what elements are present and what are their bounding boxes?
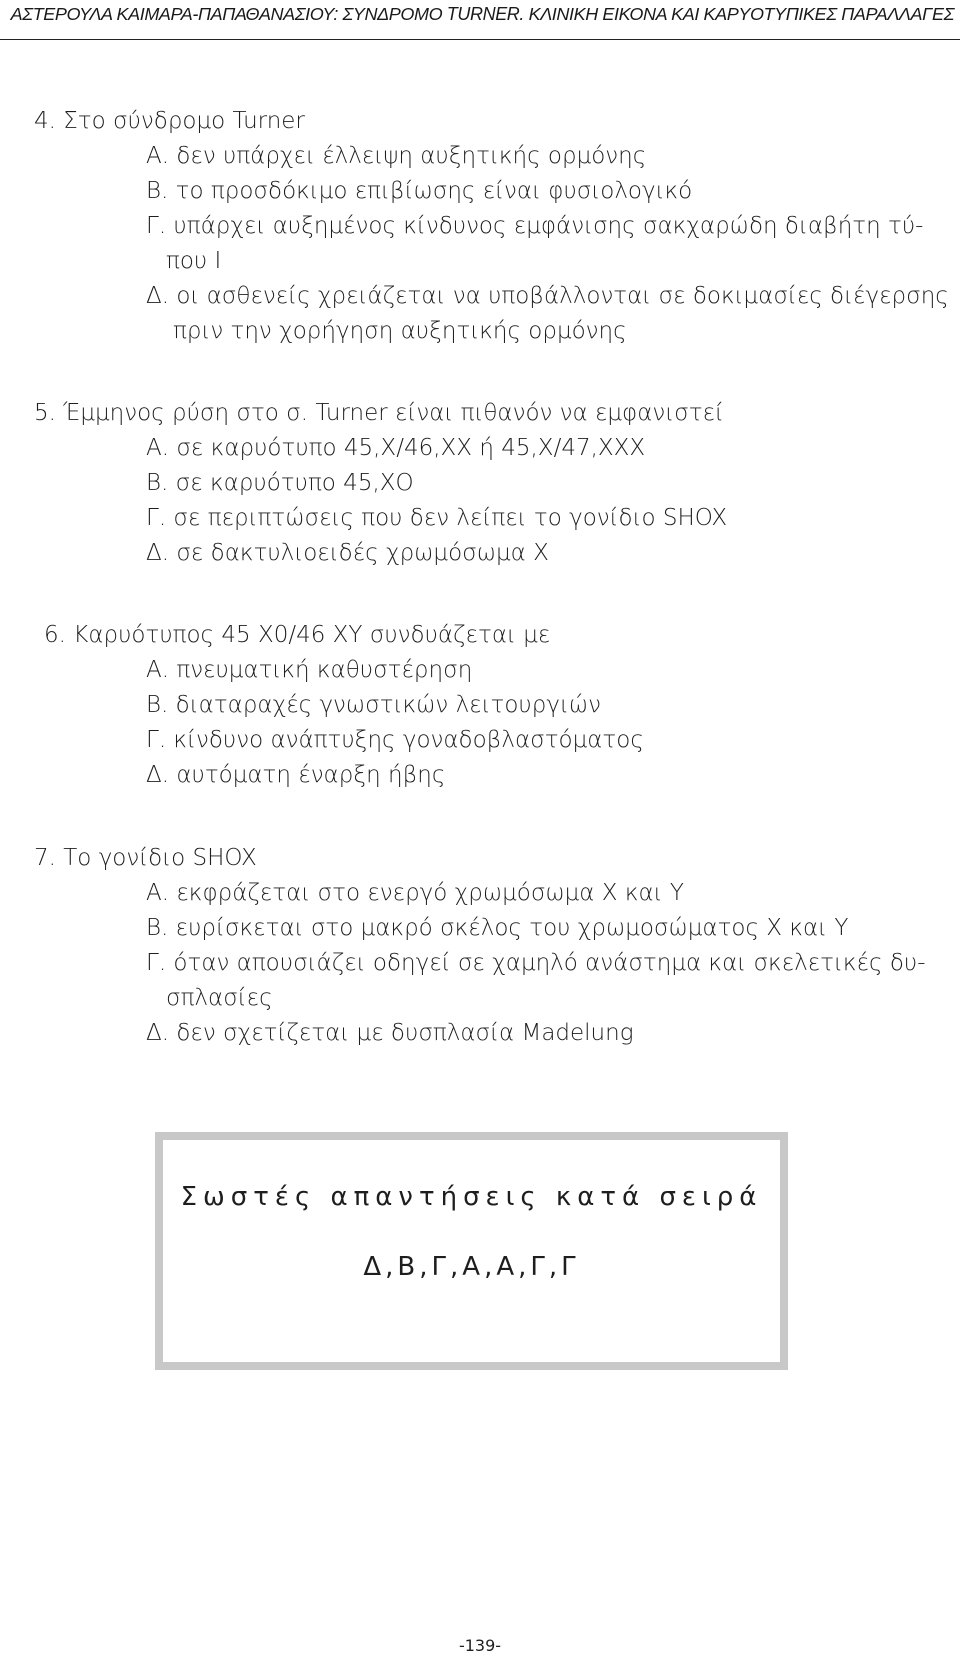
option-line: Β. ευρίσκεται στο μακρό σκέλος του χρωμοσώματος Χ και Υ [146, 915, 849, 941]
question-stem: 7. Το γονίδιο SHOX [34, 845, 257, 871]
option-line: Δ. σε δακτυλιοειδές χρωμόσωμα Χ [146, 540, 549, 566]
option-line: Γ. σε περιπτώσεις που δεν λείπει το γονίδιο SHOX [146, 505, 728, 531]
question-stem: 5. Έμμηνος ρύση στο σ. Turner είναι πιθανόν να εμφανιστεί [34, 400, 724, 426]
option-line-continued: πριν την χορήγηση αυξητικής ορμόνης [173, 318, 627, 344]
option-line: Γ. υπάρχει αυξημένος κίνδυνος εμφάνισης σακχαρώδη διαβήτη τύ- [146, 213, 924, 239]
option-line: Δ. οι ασθενείς χρειάζεται να υποβάλλονται σε δοκιμασίες διέγερσης [146, 283, 949, 309]
question-stem: 6. Καρυότυπος 45 Χ0/46 ΧΥ συνδυάζεται με [44, 622, 551, 648]
option-line-continued: σπλασίες [166, 985, 273, 1011]
option-line: Β. σε καρυότυπο 45,ΧΟ [146, 470, 414, 496]
option-line: Β. το προσδόκιμο επιβίωσης είναι φυσιολογικό [146, 178, 693, 204]
option-line: Α. πνευματική καθυστέρηση [146, 657, 473, 683]
option-line: Δ. αυτόματη έναρξη ήβης [146, 762, 446, 788]
option-line: Δ. δεν σχετίζεται με δυσπλασία Madelung [146, 1020, 634, 1046]
running-header-title: ΑΣΤΕΡΟΥΛΑ ΚΑΙΜΑΡΑ-ΠΑΠΑΘΑΝΑΣΙΟΥ: ΣΥΝΔΡΟΜΟ TURNER. ΚΛΙΝΙΚΗ ΕΙΚΟΝΑ ΚΑΙ ΚΑΡΥΟΤΥΠΙΚΕΣ ΠΑΡΑΛΛΑΓΕΣ [10, 4, 954, 24]
option-line: Γ. όταν απουσιάζει οδηγεί σε χαμηλό ανάστημα και σκελετικές δυ- [146, 950, 926, 976]
option-line: Β. διαταραχές γνωστικών λειτουργιών [146, 692, 601, 718]
option-line: Α. δεν υπάρχει έλλειψη αυξητικής ορμόνης [146, 143, 647, 169]
option-line: Γ. κίνδυνο ανάπτυξης γοναδοβλαστόματος [146, 727, 644, 753]
answer-box-title: Σωστές απαντήσεις κατά σειρά [180, 1182, 763, 1212]
option-line: Α. σε καρυότυπο 45,Χ/46,ΧΧ ή 45,Χ/47,ΧΧΧ [146, 435, 646, 461]
question-stem: 4. Στο σύνδρομο Turner [34, 108, 305, 134]
option-line-continued: που Ι [166, 248, 222, 274]
page-number: -139- [458, 1636, 502, 1655]
answer-box-values: Δ,Β,Γ,Α,Α,Γ,Γ [363, 1252, 580, 1282]
running-header [0, 0, 960, 40]
answer-box [155, 1132, 788, 1370]
option-line: Α. εκφράζεται στο ενεργό χρωμόσωμα Χ και Υ [146, 880, 684, 906]
